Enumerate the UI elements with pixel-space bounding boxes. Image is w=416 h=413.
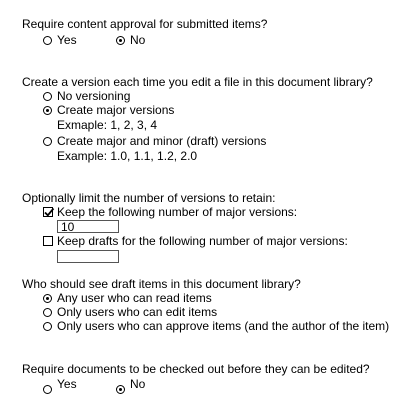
keep-drafts-checkbox[interactable] — [43, 236, 53, 246]
approval-no-label: No — [130, 33, 146, 47]
major-versions-count-input[interactable] — [57, 220, 119, 233]
approvers-only-radio[interactable] — [43, 322, 52, 331]
major-minor-versions-label: Create major and minor (draft) versions — [57, 134, 267, 148]
limit-question: Optionally limit the number of versions to retain: — [22, 191, 276, 205]
major-minor-versions-radio[interactable] — [43, 137, 52, 146]
major-minor-versions-example: Example: 1.0, 1.1, 1.2, 2.0 — [57, 149, 198, 163]
checkout-question: Require documents to be checked out before they can be edited? — [22, 362, 370, 376]
keep-major-label: Keep the following number of major versions: — [57, 205, 298, 219]
checkout-yes-label: Yes — [57, 377, 77, 391]
major-versions-radio[interactable] — [43, 106, 52, 115]
major-versions-example: Exmaple: 1, 2, 3, 4 — [57, 118, 158, 132]
checkmark-icon — [43, 206, 55, 218]
any-reader-label: Any user who can read items — [57, 291, 212, 305]
checkout-yes-radio[interactable] — [43, 385, 52, 394]
editors-only-label: Only users who can edit items — [57, 305, 218, 319]
approval-yes-radio[interactable] — [43, 36, 52, 45]
approval-question: Require content approval for submitted items? — [22, 17, 268, 31]
draft-security-question: Who should see draft items in this document library? — [22, 277, 301, 291]
approval-no-radio[interactable] — [116, 36, 125, 45]
checkout-no-label: No — [130, 377, 146, 391]
keep-drafts-label: Keep drafts for the following number of major versions: — [57, 234, 348, 248]
no-versioning-label: No versioning — [57, 89, 131, 103]
checkout-no-radio[interactable] — [116, 385, 125, 394]
any-reader-radio[interactable] — [43, 294, 52, 303]
no-versioning-radio[interactable] — [43, 92, 52, 101]
approvers-only-label: Only users who can approve items (and the author of the item) — [57, 319, 390, 333]
drafts-count-input[interactable] — [57, 250, 119, 263]
approval-yes-label: Yes — [57, 33, 77, 47]
major-versions-label: Create major versions — [57, 103, 175, 117]
keep-major-checkbox[interactable] — [43, 207, 53, 217]
editors-only-radio[interactable] — [43, 308, 52, 317]
versioning-question: Create a version each time you edit a file in this document library? — [22, 75, 373, 89]
